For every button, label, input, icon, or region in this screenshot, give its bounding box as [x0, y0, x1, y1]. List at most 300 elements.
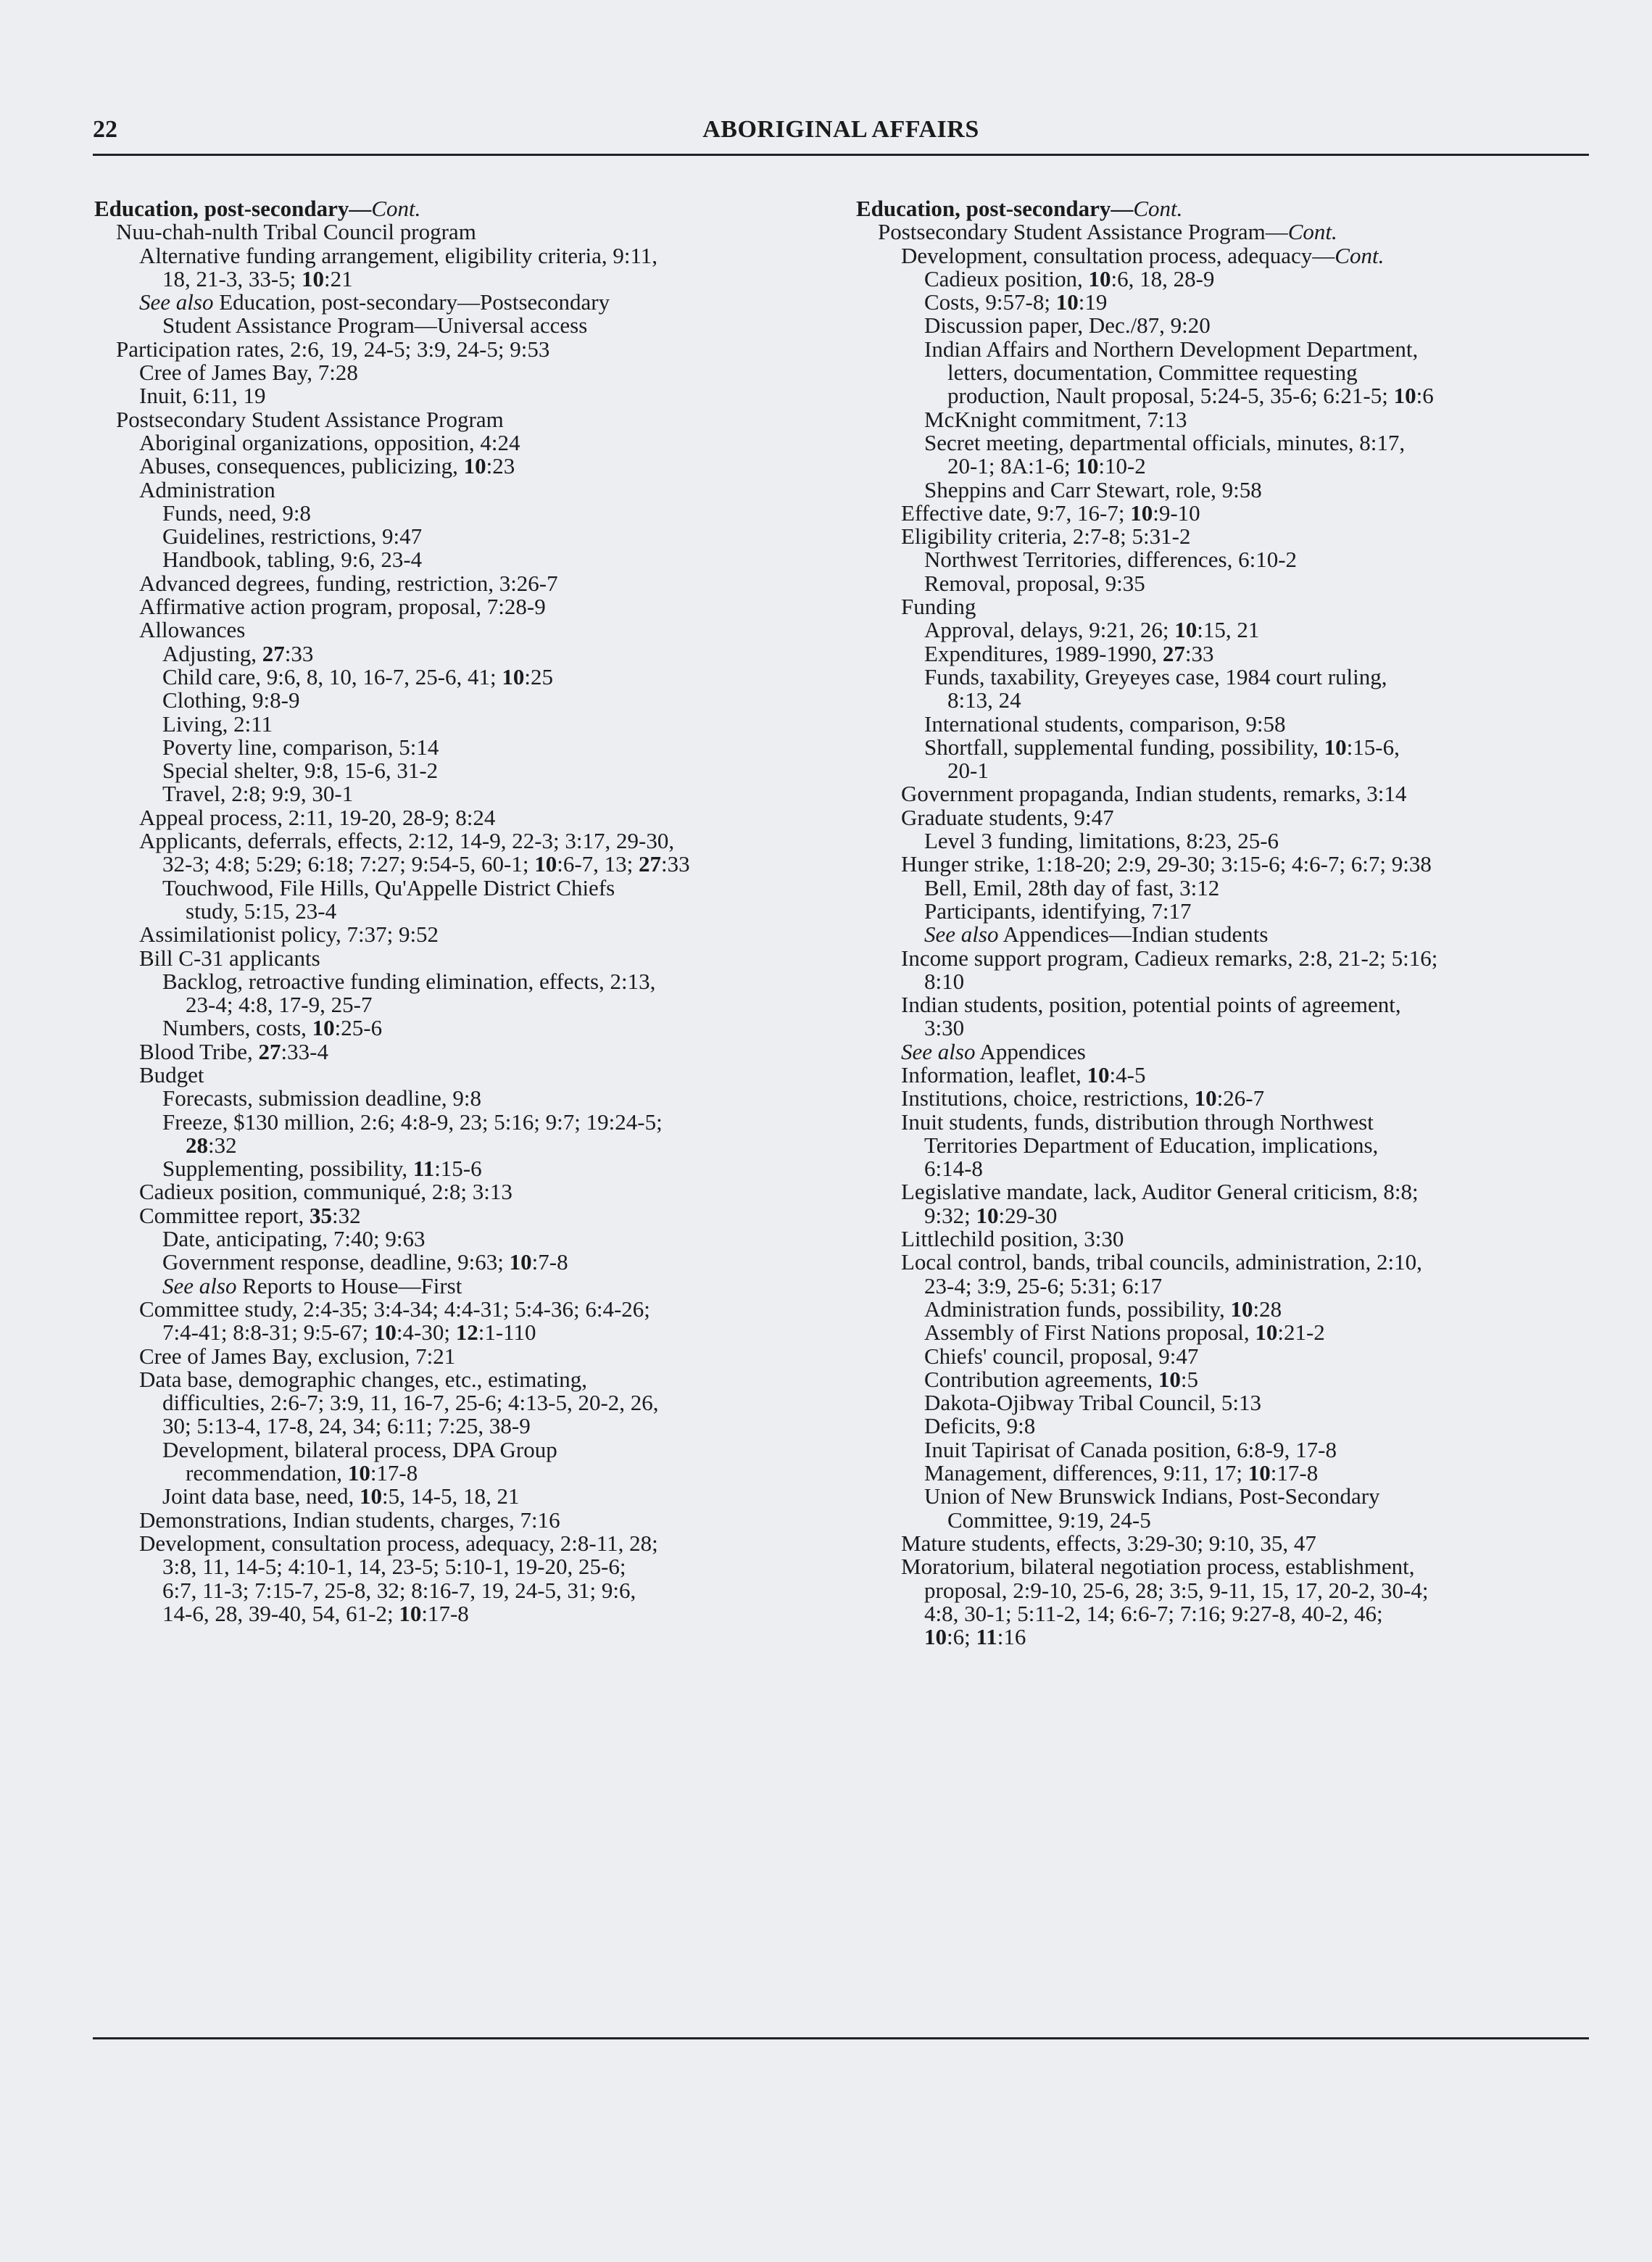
entry-text: :21-2	[1277, 1320, 1325, 1346]
entry-text: Territories Department of Education, implications,	[924, 1132, 1379, 1158]
entry-text: 27	[258, 1038, 281, 1064]
entry-text: Joint data base, need,	[162, 1483, 360, 1509]
entry-text: :25	[524, 663, 554, 689]
index-entry	[94, 1180, 826, 1204]
index-entry	[856, 1204, 1588, 1227]
index-entry	[856, 1061, 1588, 1088]
entry-text: :25-6	[334, 1015, 383, 1041]
index-entry	[94, 874, 826, 900]
index-entry	[856, 1157, 1588, 1180]
index-entry	[856, 689, 1588, 712]
entry-text: :29-30	[998, 1202, 1058, 1228]
index-entry	[856, 663, 1588, 689]
index-entry	[856, 1579, 1588, 1602]
entry-text: :6, 18, 28-9	[1111, 265, 1215, 291]
index-entry	[856, 502, 1588, 525]
index-entry	[856, 710, 1588, 737]
index-entry	[94, 829, 826, 853]
index-entry	[94, 736, 826, 759]
entry-text: 23-4; 3:9, 25-6; 5:31; 6:17	[924, 1272, 1163, 1298]
index-entry	[94, 1204, 826, 1227]
entry-text: letters, documentation, Committee requesting	[947, 360, 1358, 386]
entry-text: 10	[1248, 1460, 1271, 1486]
entry-text: Touchwood, File Hills, Qu'Appelle District Chiefs	[162, 874, 615, 900]
entry-text: Appendices—Indian students	[998, 921, 1269, 948]
entry-text: 3:8, 11, 14-5; 4:10-1, 14, 23-5; 5:10-1, 19-20, 25-6;	[162, 1554, 626, 1580]
index-entry	[856, 314, 1588, 337]
entry-text: Assimilationist policy, 7:37; 9:52	[139, 921, 439, 948]
entry-text: Information, leaflet,	[901, 1061, 1087, 1088]
entry-text: 10	[924, 1624, 947, 1650]
index-entry	[94, 1298, 826, 1321]
entry-text: Management, differences, 9:11, 17;	[924, 1460, 1248, 1486]
index-entry	[94, 1157, 826, 1180]
index-entry	[94, 1532, 826, 1555]
index-entry	[856, 970, 1588, 993]
entry-text: Postsecondary Student Assistance Program—	[878, 219, 1288, 245]
index-entry	[94, 618, 826, 642]
entry-text: Demonstrations, Indian students, charges, 7:16	[139, 1507, 560, 1533]
entry-text: Backlog, retroactive funding elimination, effects, 2:13,	[162, 968, 656, 994]
entry-text: Abuses, consequences, publicizing,	[139, 453, 464, 479]
entry-text: Funds, need, 9:8	[162, 500, 311, 526]
index-entry	[856, 1391, 1588, 1414]
entry-text: Advanced degrees, funding, restriction, 3:26-7	[139, 570, 558, 596]
entry-text: :33	[284, 640, 314, 666]
entry-text: production, Nault proposal, 5:24-5, 35-6; 6:21-5;	[947, 383, 1394, 409]
entry-text: 6:7, 11-3; 7:15-7, 25-8, 32; 8:16-7, 19, 24-5, 31; 9:6,	[162, 1577, 636, 1603]
entry-text: Government response, deadline, 9:63;	[162, 1249, 510, 1275]
entry-text: Appeal process, 2:11, 19-20, 28-9; 8:24	[139, 804, 496, 830]
entry-text: Development, bilateral process, DPA Group	[162, 1436, 557, 1462]
entry-text: Committee, 9:19, 24-5	[947, 1507, 1151, 1533]
index-entry	[856, 1298, 1588, 1321]
index-entry	[856, 197, 1588, 220]
index-entry	[94, 525, 826, 548]
entry-text: 9:32;	[924, 1202, 976, 1228]
entry-text: 11	[412, 1156, 435, 1182]
entry-text: Committee study, 2:4-35; 3:4-34; 4:4-31; 5:4-36; 6:4-26;	[139, 1296, 650, 1322]
index-entry	[856, 829, 1588, 853]
index-entry	[856, 525, 1588, 548]
entry-text: Dakota-Ojibway Tribal Council, 5:13	[924, 1390, 1261, 1416]
header-rule	[93, 154, 1589, 156]
entry-text: difficulties, 2:6-7; 3:9, 11, 16-7, 25-6; 4:13-5, 20-2, 26,	[162, 1390, 659, 1416]
entry-text: 11	[976, 1624, 997, 1650]
index-entry	[94, 502, 826, 525]
entry-text: Administration funds, possibility,	[924, 1296, 1231, 1322]
entry-text: 3:30	[924, 1015, 965, 1041]
entry-text: 23-4; 4:8, 17-9, 25-7	[186, 992, 373, 1018]
entry-text: Postsecondary Student Assistance Program	[116, 406, 504, 432]
entry-text: 10	[509, 1249, 532, 1275]
index-entry	[856, 1438, 1588, 1462]
entry-text: 10	[373, 1320, 397, 1346]
entry-text: Inuit, 6:11, 19	[139, 383, 266, 409]
entry-text: Living, 2:11	[162, 710, 273, 737]
entry-text: 10	[347, 1460, 370, 1486]
index-entry	[856, 736, 1588, 759]
entry-text: :32	[332, 1202, 361, 1228]
entry-text: proposal, 2:9-10, 25-6, 28; 3:5, 9-11, 15, 17, 20-2, 30-4;	[924, 1577, 1429, 1603]
index-entry	[94, 642, 826, 666]
index-entry	[856, 1321, 1588, 1344]
index-entry	[94, 993, 826, 1016]
entry-text: :23	[486, 453, 515, 479]
index-entry	[856, 244, 1588, 268]
entry-text: Education, post-secondary—Postsecondary	[213, 289, 610, 315]
index-entry	[94, 455, 826, 478]
entry-text: Union of New Brunswick Indians, Post-Secondary	[924, 1483, 1380, 1509]
index-entry	[856, 1555, 1588, 1578]
index-entry	[856, 1227, 1588, 1251]
entry-text: 14-6, 28, 39-40, 54, 61-2;	[162, 1600, 399, 1626]
entry-text: :17-8	[370, 1460, 418, 1486]
entry-text: Affirmative action program, proposal, 7:28-9	[139, 594, 546, 620]
index-entry	[94, 478, 826, 502]
entry-text: Mature students, effects, 3:29-30; 9:10, 35, 47	[901, 1530, 1316, 1556]
index-entry	[856, 1485, 1588, 1508]
index-entry	[856, 455, 1588, 478]
entry-text: Cadieux position,	[924, 265, 1089, 291]
entry-text: Cree of James Bay, 7:28	[139, 360, 358, 386]
index-entry	[94, 408, 826, 431]
entry-text: Guidelines, restrictions, 9:47	[162, 523, 423, 550]
index-entry	[856, 595, 1588, 618]
entry-text: Education, post-secondary—	[856, 196, 1134, 221]
index-entry	[856, 431, 1588, 455]
index-entry	[94, 1134, 826, 1157]
entry-text: 10	[1130, 500, 1153, 526]
index-entry	[94, 1462, 826, 1485]
index-entry	[94, 384, 826, 407]
index-entry	[856, 806, 1588, 829]
entry-text: International students, comparison, 9:58	[924, 710, 1286, 737]
entry-text: :16	[997, 1624, 1026, 1650]
index-entry	[94, 947, 826, 970]
index-entry	[856, 1602, 1588, 1625]
entry-text: Nuu-chah-nulth Tribal Council program	[116, 219, 476, 245]
entry-text: recommendation,	[186, 1460, 348, 1486]
entry-text: Assembly of First Nations proposal,	[924, 1320, 1255, 1346]
index-entry	[856, 265, 1588, 291]
index-entry	[856, 548, 1588, 571]
entry-text: :33-4	[281, 1038, 328, 1064]
index-entry	[856, 408, 1588, 431]
entry-text: 18, 21-3, 33-5;	[162, 265, 302, 291]
entry-text: 10	[502, 663, 525, 689]
index-entry	[94, 1414, 826, 1438]
entry-text: Travel, 2:8; 9:9, 30-1	[162, 781, 354, 807]
index-entry	[856, 1016, 1588, 1040]
entry-text: :6-7, 13;	[557, 851, 639, 877]
entry-text: 10	[1255, 1320, 1278, 1346]
entry-text: :19	[1078, 289, 1108, 315]
entry-text: Cont.	[1133, 196, 1183, 221]
entry-text: 10	[1174, 617, 1198, 643]
entry-text: Indian students, position, potential points of agreement,	[901, 992, 1401, 1018]
index-entry	[856, 1532, 1588, 1555]
index-entry	[94, 1485, 826, 1508]
entry-text: Applicants, deferrals, effects, 2:12, 14-9, 22-3; 3:17, 29-30,	[139, 828, 675, 854]
index-entry	[856, 618, 1588, 642]
entry-text: Education, post-secondary—	[94, 196, 372, 221]
entry-text: Contribution agreements,	[924, 1366, 1158, 1392]
entry-text: 10	[1158, 1366, 1181, 1392]
index-entry	[856, 1625, 1588, 1649]
entry-text: Alternative funding arrangement, eligibility criteria, 9:11,	[139, 242, 658, 268]
entry-text: Cadieux position, communiqué, 2:8; 3:13	[139, 1179, 512, 1205]
entry-text: 35	[310, 1202, 333, 1228]
entry-text: Approval, delays, 9:21, 26;	[924, 617, 1175, 643]
index-entry	[856, 993, 1588, 1016]
index-entry	[94, 1602, 826, 1625]
entry-text: 10	[302, 265, 325, 291]
entry-text: 8:13, 24	[947, 687, 1021, 713]
entry-text: Budget	[139, 1061, 204, 1088]
entry-text: :1-110	[478, 1320, 536, 1346]
entry-text: study, 5:15, 23-4	[186, 898, 337, 924]
index-entry	[856, 220, 1588, 244]
entry-text: Costs, 9:57-8;	[924, 289, 1056, 315]
entry-text: Effective date, 9:7, 16-7;	[901, 500, 1131, 526]
entry-text: 12	[455, 1320, 478, 1346]
entry-text: Child care, 9:6, 8, 10, 16-7, 25-6, 41;	[162, 663, 502, 689]
entry-text: 10	[1194, 1085, 1217, 1111]
entry-text: 20-1	[947, 758, 989, 784]
entry-text: Forecasts, submission deadline, 9:8	[162, 1085, 481, 1111]
index-entry	[94, 1251, 826, 1274]
index-entry	[94, 900, 826, 923]
index-entry	[94, 1579, 826, 1602]
entry-text: Committee report,	[139, 1202, 310, 1228]
entry-text: Secret meeting, departmental officials, minutes, 8:17,	[924, 429, 1406, 455]
entry-text: Local control, bands, tribal councils, administration, 2:10,	[901, 1249, 1422, 1275]
entry-text: Discussion paper, Dec./87, 9:20	[924, 312, 1211, 339]
entry-text: :33	[661, 851, 690, 877]
entry-text: :5, 14-5, 18, 21	[382, 1483, 520, 1509]
index-entry	[94, 663, 826, 689]
entry-text: Government propaganda, Indian students, remarks, 3:14	[901, 781, 1407, 807]
entry-text: :6;	[947, 1624, 976, 1650]
entry-text: Administration	[139, 476, 275, 502]
entry-text: 10	[976, 1202, 999, 1228]
index-entry	[856, 384, 1588, 407]
index-entry	[856, 1345, 1588, 1368]
entry-text: :28	[1253, 1296, 1282, 1322]
index-entry	[94, 923, 826, 946]
entry-text: See also	[162, 1272, 237, 1298]
entry-text: :17-8	[421, 1600, 469, 1626]
entry-text: Chiefs' council, proposal, 9:47	[924, 1343, 1199, 1369]
entry-text: Littlechild position, 3:30	[901, 1226, 1124, 1252]
index-entry	[856, 291, 1588, 314]
entry-text: 10	[1055, 289, 1079, 315]
index-entry	[856, 1251, 1588, 1274]
index-entry	[94, 1227, 826, 1251]
entry-text: 28	[186, 1132, 208, 1158]
index-entry	[856, 1462, 1588, 1485]
entry-text: :32	[208, 1132, 237, 1158]
entry-text: 20-1; 8A:1-6;	[947, 453, 1076, 479]
entry-text: 10	[1324, 734, 1347, 760]
entry-text: :21	[324, 265, 353, 291]
entry-text: Funding	[901, 594, 976, 620]
entry-text: Handbook, tabling, 9:6, 23-4	[162, 547, 423, 573]
index-entry	[94, 548, 826, 571]
index-entry	[856, 642, 1588, 666]
index-entry	[94, 1438, 826, 1462]
entry-text: Development, consultation process, adequacy, 2:8-11, 28;	[139, 1530, 658, 1556]
index-entry	[856, 1040, 1588, 1064]
entry-text: 10	[1393, 383, 1416, 409]
entry-text: Institutions, choice, restrictions,	[901, 1085, 1195, 1111]
entry-text: McKnight commitment, 7:13	[924, 406, 1187, 432]
index-entry	[856, 900, 1588, 923]
entry-text: Inuit Tapirisat of Canada position, 6:8-9, 17-8	[924, 1436, 1337, 1462]
index-entry	[856, 361, 1588, 384]
entry-text: Poverty line, comparison, 5:14	[162, 734, 439, 760]
index-entry	[94, 806, 826, 829]
entry-text: Legislative mandate, lack, Auditor General criticism, 8:8;	[901, 1179, 1419, 1205]
entry-text: 10	[1230, 1296, 1253, 1322]
entry-text: :9-10	[1153, 500, 1200, 526]
index-entry	[94, 689, 826, 712]
entry-text: Development, consultation process, adequacy—	[901, 242, 1335, 268]
index-entry	[856, 1180, 1588, 1204]
index-entry	[856, 759, 1588, 782]
entry-text: Student Assistance Program—Universal access	[162, 312, 588, 339]
index-entry	[856, 1414, 1588, 1438]
entry-text: See also	[139, 289, 214, 315]
entry-text: Funds, taxability, Greyeyes case, 1984 court ruling,	[924, 663, 1387, 689]
index-entry	[94, 265, 826, 291]
index-entry	[94, 572, 826, 595]
index-entry	[856, 874, 1588, 900]
index-entry	[856, 853, 1588, 876]
entry-text: :6	[1416, 383, 1434, 409]
entry-text: Cont.	[1287, 219, 1337, 245]
entry-text: 10	[534, 851, 557, 877]
index-entry	[94, 759, 826, 782]
entry-text: Aboriginal organizations, opposition, 4:24	[139, 429, 520, 455]
entry-text: 10	[463, 453, 486, 479]
index-entry	[94, 710, 826, 737]
page-number: 22	[93, 116, 117, 143]
entry-text: Bell, Emil, 28th day of fast, 3:12	[924, 874, 1220, 900]
entry-text: Removal, proposal, 9:35	[924, 570, 1145, 596]
entry-text: Data base, demographic changes, etc., estimating,	[139, 1366, 588, 1392]
entry-text: See also	[924, 921, 999, 948]
index-entry	[94, 1111, 826, 1134]
index-entry	[94, 595, 826, 618]
entry-text: Numbers, costs,	[162, 1015, 312, 1041]
entry-text: :7-8	[531, 1249, 568, 1275]
index-entry	[94, 1509, 826, 1532]
entry-text: Inuit students, funds, distribution through Northwest	[901, 1109, 1374, 1135]
index-entry	[856, 572, 1588, 595]
entry-text: 10	[312, 1015, 335, 1041]
entry-text: Cont.	[1335, 242, 1385, 268]
entry-text: Reports to House—First	[236, 1272, 462, 1298]
entry-text: :5	[1180, 1366, 1198, 1392]
index-entry	[94, 1321, 826, 1344]
entry-text: Participation rates, 2:6, 19, 24-5; 3:9, 24-5; 9:53	[116, 336, 550, 362]
index-entry	[856, 1087, 1588, 1110]
entry-text: :33	[1184, 640, 1214, 666]
entry-text: 10	[399, 1600, 422, 1626]
index-entry	[94, 970, 826, 993]
index-entry	[856, 1368, 1588, 1391]
index-entry	[94, 244, 826, 268]
index-entry	[856, 1111, 1588, 1134]
entry-text: 8:10	[924, 968, 965, 994]
page-header	[93, 116, 1589, 151]
entry-text: Sheppins and Carr Stewart, role, 9:58	[924, 476, 1262, 502]
entry-text: Allowances	[139, 617, 246, 643]
entry-text: See also	[901, 1038, 976, 1064]
running-title: ABORIGINAL AFFAIRS	[702, 116, 979, 143]
entry-text: 10	[1076, 453, 1099, 479]
entry-text: 10	[360, 1483, 383, 1509]
index-entry	[94, 1016, 826, 1040]
entry-text: 10	[1088, 265, 1111, 291]
entry-text: Level 3 funding, limitations, 8:23, 25-6	[924, 828, 1279, 854]
entry-text: :4-30;	[396, 1320, 456, 1346]
index-entry	[94, 1087, 826, 1110]
entry-text: :15, 21	[1197, 617, 1260, 643]
index-entry	[856, 1509, 1588, 1532]
entry-text: Indian Affairs and Northern Development Department,	[924, 336, 1419, 362]
entry-text: Date, anticipating, 7:40; 9:63	[162, 1226, 426, 1252]
entry-text: Freeze, $130 million, 2:6; 4:8-9, 23; 5:16; 9:7; 19:24-5;	[162, 1109, 663, 1135]
index-entry	[856, 1134, 1588, 1157]
index-entry	[94, 1345, 826, 1368]
entry-text: Moratorium, bilateral negotiation process, establishment,	[901, 1554, 1415, 1580]
entry-text: Bill C-31 applicants	[139, 945, 320, 971]
index-entry	[94, 338, 826, 361]
entry-text: Graduate students, 9:47	[901, 804, 1114, 830]
index-entry	[856, 338, 1588, 361]
index-entry	[94, 1555, 826, 1578]
index-entry	[856, 782, 1588, 805]
index-entry	[94, 220, 826, 244]
entry-text: 27	[639, 851, 662, 877]
entry-text: Cree of James Bay, exclusion, 7:21	[139, 1343, 456, 1369]
entry-text: 4:8, 30-1; 5:11-2, 14; 6:6-7; 7:16; 9:27-8, 40-2, 46;	[924, 1600, 1383, 1626]
index-entry	[94, 291, 826, 314]
index-entry	[94, 361, 826, 384]
index-entry	[94, 1391, 826, 1414]
index-column-left	[94, 197, 826, 1625]
entry-text: Northwest Territories, differences, 6:10-2	[924, 547, 1298, 573]
entry-text: 27	[262, 640, 285, 666]
index-entry	[856, 478, 1588, 502]
entry-text: 10	[1087, 1061, 1110, 1088]
index-entry	[94, 431, 826, 455]
entry-text: Cont.	[371, 196, 421, 221]
entry-text: Expenditures, 1989-1990,	[924, 640, 1163, 666]
index-entry	[94, 314, 826, 337]
entry-text: Clothing, 9:8-9	[162, 687, 300, 713]
entry-text: :10-2	[1098, 453, 1146, 479]
entry-text: Income support program, Cadieux remarks, 2:8, 21-2; 5:16;	[901, 945, 1438, 971]
entry-text: 7:4-41; 8:8-31; 9:5-67;	[162, 1320, 374, 1346]
entry-text: Appendices	[975, 1038, 1086, 1064]
entry-text: Eligibility criteria, 2:7-8; 5:31-2	[901, 523, 1191, 550]
index-entry	[94, 1368, 826, 1391]
entry-text: :15-6	[434, 1156, 482, 1182]
